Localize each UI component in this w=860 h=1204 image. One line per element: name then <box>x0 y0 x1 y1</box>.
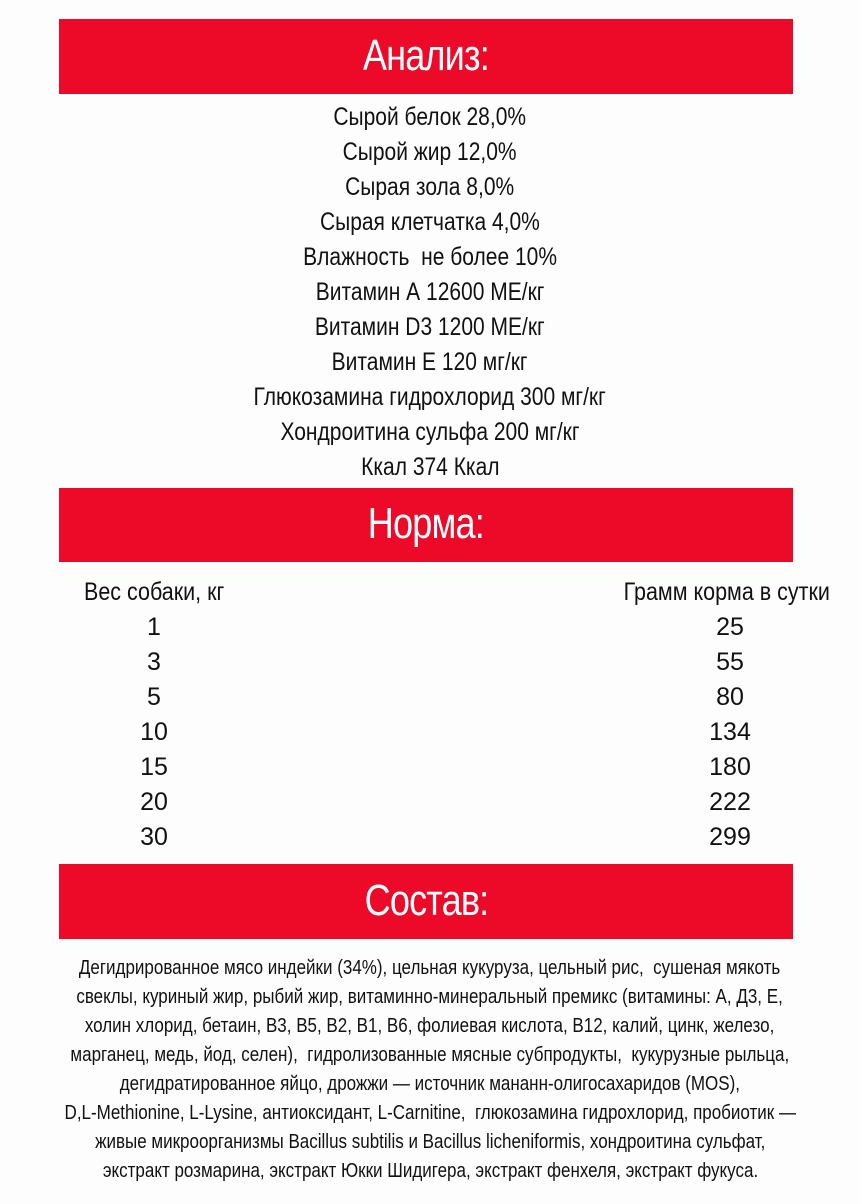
composition-line-text: марганец, медь, йод, селен), гидролизованные мясные субпродукты, кукурузные рыльца, <box>70 1044 790 1066</box>
composition-line-text: живые микроорганизмы Bacillus subtilis и Bacillus licheniformis, хондроитина сульфат, <box>94 1131 766 1153</box>
norm-weight-cell: 30 <box>140 823 168 851</box>
composition-header-banner <box>59 864 793 939</box>
norm-grams-cell: 80 <box>716 683 744 711</box>
analysis-item <box>0 205 860 240</box>
norm-grams-cell: 25 <box>716 613 744 641</box>
composition-line-text: D,L-Methionine, L-Lysine, антиоксидант, L-Carnitine, глюкозамина гидрохлорид, пробиотик — <box>64 1102 796 1124</box>
norm-grams-cell: 222 <box>709 788 751 816</box>
norm-grams-cell: 299 <box>709 823 751 851</box>
analysis-item <box>0 450 860 485</box>
composition-line-text: холин хлорид, бетаин, В3, В5, В2, В1, В6, фолиевая кислота, В12, калий, цинк, железо, <box>85 1015 775 1037</box>
analysis-item-text: Витамин Е 120 мг/кг <box>332 348 528 376</box>
analysis-item-text: Влажность не более 10% <box>303 243 557 271</box>
norm-row <box>0 715 860 750</box>
norm-weight-cell: 3 <box>147 648 161 676</box>
norm-weight-cell: 10 <box>140 718 168 746</box>
analysis-item-text: Хондроитина сульфа 200 мг/кг <box>280 418 580 446</box>
composition-line <box>0 1012 860 1041</box>
norm-weight-cell: 5 <box>147 683 161 711</box>
analysis-item <box>0 240 860 275</box>
norm-grams-column-header: Грамм корма в сутки <box>623 578 830 606</box>
analysis-item-text: Витамин D3 1200 МЕ/кг <box>315 313 545 341</box>
composition-line <box>0 1099 860 1128</box>
norm-grams-cell: 134 <box>709 718 751 746</box>
norm-weight-cell: 15 <box>140 753 168 781</box>
analysis-list <box>0 100 860 485</box>
analysis-item-text: Витамин А 12600 МЕ/кг <box>315 278 545 306</box>
composition-line-text: свеклы, куриный жир, рыбий жир, витаминно-минеральный премикс (витамины: А, Д3, Е, <box>76 986 784 1008</box>
norm-header-banner <box>59 488 793 562</box>
composition-line <box>0 1128 860 1157</box>
norm-weight-cell: 1 <box>147 613 161 641</box>
norm-row <box>0 750 860 785</box>
analysis-title: Анализ: <box>362 31 490 80</box>
norm-row <box>0 680 860 715</box>
composition-line <box>0 983 860 1012</box>
analysis-item <box>0 415 860 450</box>
analysis-item <box>0 310 860 345</box>
composition-line-text: Дегидрированное мясо индейки (34%), цельная кукуруза, цельный рис, сушеная мякоть <box>79 957 781 979</box>
analysis-item-text: Сырой белок 28,0% <box>333 103 527 131</box>
analysis-item <box>0 380 860 415</box>
norm-row <box>0 610 860 645</box>
norm-row <box>0 645 860 680</box>
analysis-item <box>0 170 860 205</box>
composition-line <box>0 1157 860 1186</box>
analysis-item-text: Сырая зола 8,0% <box>345 173 515 201</box>
analysis-item <box>0 345 860 380</box>
analysis-header-banner <box>59 19 793 94</box>
norm-grams-cell: 180 <box>709 753 751 781</box>
norm-weight-column-header: Вес собаки, кг <box>84 578 225 606</box>
composition-line-text: дегидратированное яйцо, дрожжи — источник мананн-олигосахаридов (MOS), <box>119 1073 741 1095</box>
composition-line <box>0 1041 860 1070</box>
norm-row <box>0 820 860 855</box>
norm-grams-cell: 55 <box>716 648 744 676</box>
analysis-item <box>0 100 860 135</box>
composition-text <box>0 954 860 1186</box>
composition-title: Состав: <box>364 876 488 925</box>
norm-table <box>0 610 860 855</box>
composition-line-text: экстракт розмарина, экстракт Юкки Шидигера, экстракт фенхеля, экстракт фукуса. <box>102 1160 758 1182</box>
norm-row <box>0 785 860 820</box>
norm-weight-cell: 20 <box>140 788 168 816</box>
composition-line <box>0 954 860 983</box>
analysis-item <box>0 135 860 170</box>
analysis-item-text: Сырая клетчатка 4,0% <box>320 208 540 236</box>
analysis-item-text: Ккал 374 Ккал <box>360 453 500 481</box>
composition-line <box>0 1070 860 1099</box>
analysis-item-text: Глюкозамина гидрохлорид 300 мг/кг <box>253 383 607 411</box>
norm-title: Норма: <box>367 499 485 548</box>
analysis-item-text: Сырой жир 12,0% <box>342 138 518 166</box>
analysis-item <box>0 275 860 310</box>
